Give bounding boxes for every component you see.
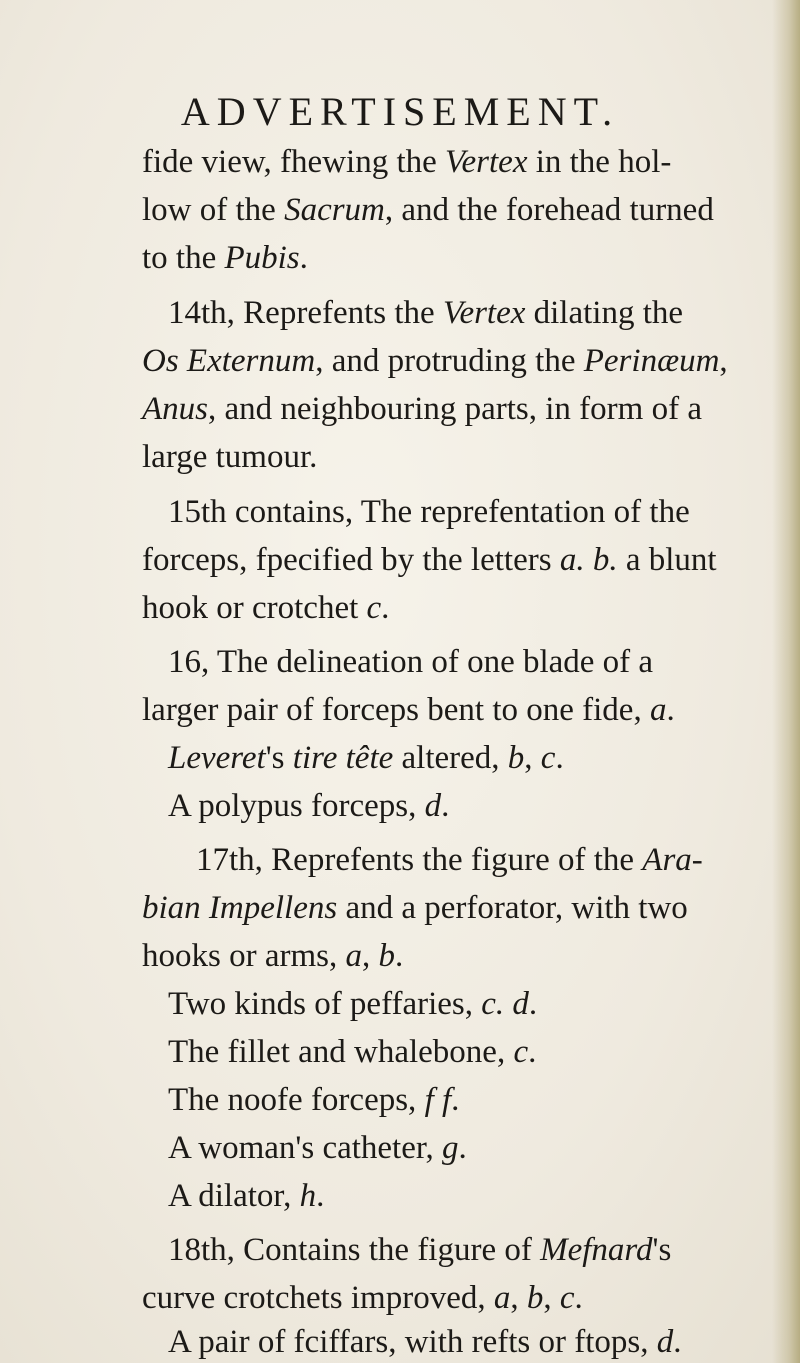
text-line: larger pair of forceps bent to one fide, a. — [142, 692, 675, 728]
text-line: forceps, fpecified by the letters a. b. a blunt — [142, 542, 717, 578]
text-line: The fillet and whalebone, c. — [168, 1034, 537, 1070]
text-line: low of the Sacrum, and the forehead turned — [142, 192, 714, 228]
text-line: curve crotchets improved, a, b, c. — [142, 1280, 583, 1316]
text-line: 18th, Contains the figure of Mefnard's — [168, 1232, 672, 1268]
text-line: Os Externum, and protruding the Perinæum, — [142, 343, 728, 379]
text-line: A pair of fciffars, with refts or ftops, d. — [168, 1324, 682, 1360]
text-line: large tumour. — [142, 439, 318, 475]
text-line: hook or crotchet c. — [142, 590, 390, 626]
text-line: hooks or arms, a, b. — [142, 938, 404, 974]
text-line: to the Pubis. — [142, 240, 308, 276]
page-header: ADVERTISEMENT. — [180, 89, 620, 134]
text-line: 15th contains, The reprefentation of the — [168, 494, 690, 530]
text-line: Anus, and neighbouring parts, in form of a — [142, 391, 702, 427]
text-line: Leveret's tire tête altered, b, c. — [168, 740, 564, 776]
text-line: fide view, fhewing the Vertex in the hol- — [142, 144, 672, 180]
text-line: 17th, Reprefents the figure of the Ara- — [196, 842, 703, 878]
text-line: Two kinds of peffaries, c. d. — [168, 986, 538, 1022]
text-line: The noofe forceps, f f. — [168, 1082, 460, 1118]
page-edge — [772, 0, 800, 1363]
text-line: 16, The delineation of one blade of a — [168, 644, 654, 680]
text-line: A dilator, h. — [168, 1178, 325, 1214]
text-line: A polypus forceps, d. — [168, 788, 450, 824]
text-line: A woman's catheter, g. — [168, 1130, 467, 1166]
text-line: 14th, Reprefents the Vertex dilating the — [168, 295, 684, 331]
text-line: bian Impellens and a perforator, with two — [142, 890, 688, 926]
